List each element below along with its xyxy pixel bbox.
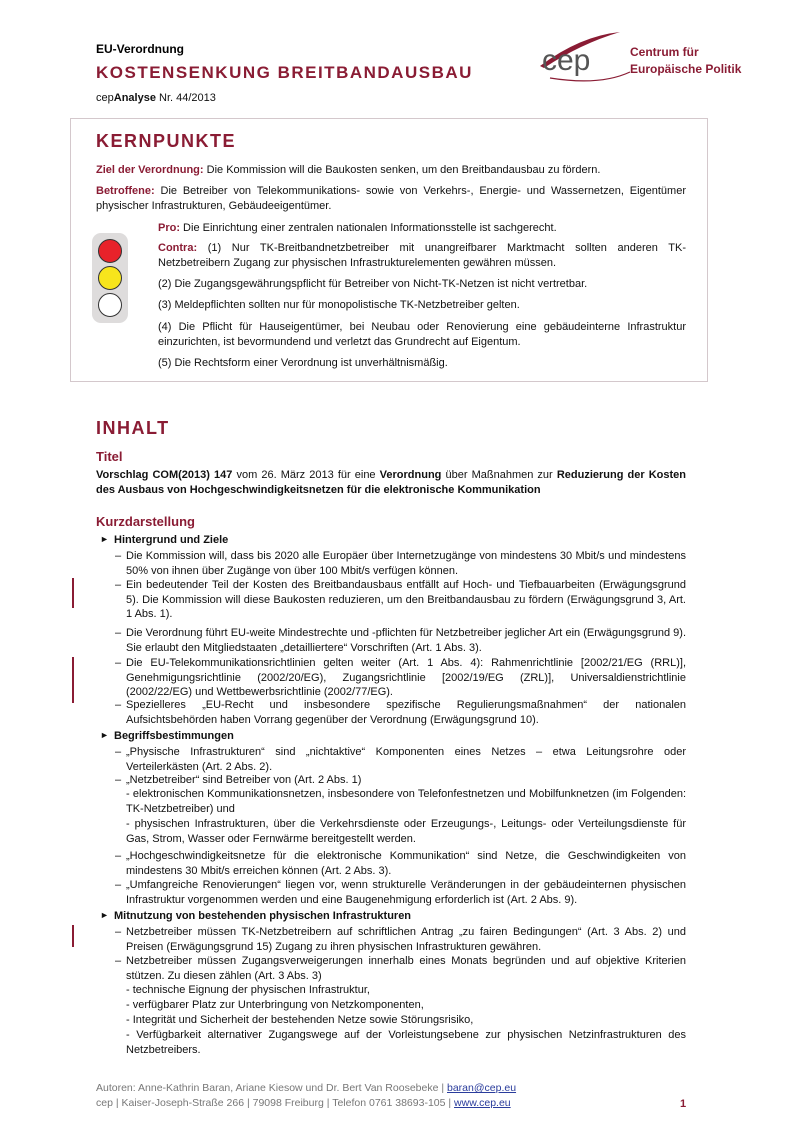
list-item: – Die EU-Telekommunikationsrichtlinien gelten weiter (Art. 1 Abs. 4): Rahmenrichtlinie [2002/21/EG (RRL)], Genehmigungsrichtlinie (2002/20/EG), Zugangsrichtlinie [2002/19/EG (ZRL)], Universaldienstrichtlinie (2002/22/EG) und Wettbewerbsrichtlinie (2002/77/EG).: [115, 657, 686, 698]
list-item: – „Netzbetreiber“ sind Betreiber von (Art. 2 Abs. 1): [115, 774, 362, 786]
contra-point: (3) Meldepflichten sollten nur für monopolistische TK-Netzbetreiber gelten.: [158, 299, 520, 311]
list-item: – Netzbetreiber müssen TK-Netzbetreibern auf schriftlichen Antrag „zu fairen Bedingungen“ (Art. 3 Abs. 2) und Preisen (Erwägungsgrund 15) Zugang zu ihren physischen Infrastrukturen gewähren.: [115, 926, 686, 953]
series-number: cepAnalyse Nr. 44/2013: [96, 92, 216, 104]
proposal-title: Vorschlag COM(2013) 147 vom 26. März 2013 für eine Verordnung über Maßnahmen zur Reduzierung der Kosten des Ausbaus von Hochgeschwindigkeitsnetzen für die elektronische Kommunikation: [96, 469, 687, 496]
change-marker: [72, 925, 74, 947]
list-item: – Netzbetreiber müssen Zugangsverweigerungen innerhalb eines Monats begründen und auf objektive Kriterien stützen. Zu diesen zählen (Art. 3 Abs. 3): [115, 955, 686, 982]
change-marker: [72, 578, 74, 608]
list-item: – „Physische Infrastrukturen“ sind „nichtaktive“ Komponenten eines Netzes – etwa Leitungsrohre oder Verteilerkästen (Art. 2 Abs. 2).: [115, 746, 686, 773]
arrow-icon: ►: [100, 730, 109, 740]
list-item: – Ein bedeutender Teil der Kosten des Breitbandausbaus entfällt auf Hoch- und Tiefbauarbeiten (Erwägungsgrund 5). Die Kommission will diese Baukosten reduzieren, um den Breitbandausbau zu fördern (Erwägungsgrund 3, Art. 1 Abs. 1).: [115, 579, 686, 620]
contra-point: (4) Die Pflicht für Hauseigentümer, bei Neubau oder Renovierung eine gebäudeinterne Infrastruktur einzurichten, ist bevormundend und verletzt das Grundrecht auf Eigentum.: [158, 321, 686, 348]
document-type: EU-Verordnung: [96, 42, 185, 56]
red-light-icon: [98, 239, 122, 263]
inhalt-heading: INHALT: [96, 418, 170, 438]
traffic-light-icon: [92, 233, 128, 323]
arrow-icon: ►: [100, 534, 109, 544]
list-item: – „Umfangreiche Renovierungen“ liegen vor, wenn strukturelle Veränderungen in der gebäudeinternen physischen Infrastruktur vorgenommen werden und eine Baugenehmigung erforderlich ist (Art. 2 Abs. 9).: [115, 879, 686, 906]
list-item: – Spezielleres „EU-Recht und insbesondere spezifische Regulierungsmaßnahmen“ der nationalen Aufsichtsbehörden haben Vorrang gegenüber der Verordnung (Erwägungsgrund 10).: [115, 699, 686, 726]
section-bullet: ► Hintergrund und Ziele: [100, 534, 229, 546]
sub-list-item: - verfügbarer Platz zur Unterbringung von Netzkomponenten,: [126, 999, 424, 1011]
website-link[interactable]: www.cep.eu: [454, 1097, 511, 1109]
contra-point: (5) Die Rechtsform einer Verordnung ist unverhältnismäßig.: [158, 357, 448, 369]
arrow-icon: ►: [100, 910, 109, 920]
kernpunkte-heading: KERNPUNKTE: [96, 131, 237, 151]
email-link[interactable]: baran@cep.eu: [447, 1082, 517, 1094]
sub-list-item: - technische Eignung der physischen Infrastruktur,: [126, 984, 370, 996]
list-item: – „Hochgeschwindigkeitsnetze für die elektronische Kommunikation“ sind Netze, die Geschwindigkeiten von mindestens 30 Mbit/s erreichen können (Art. 2 Abs. 3).: [115, 850, 686, 877]
betroffene-paragraph: Betroffene: Die Betreiber von Telekommunikations- sowie von Verkehrs-, Energie- und Wassernetzen, Eigentümer physischer Infrastrukturen, Gebäudeeigentümer.: [96, 185, 686, 212]
sub-list-item: - Integrität und Sicherheit der bestehenden Netze sowie Störungsrisiko,: [126, 1014, 474, 1026]
document-title: KOSTENSENKUNG BREITBANDAUSBAU: [96, 63, 473, 82]
change-marker: [72, 657, 74, 703]
yellow-light-icon: [98, 266, 122, 290]
page-number: 1: [680, 1098, 687, 1110]
footer-address: cep | Kaiser-Joseph-Straße 266 | 79098 Freiburg | Telefon 0761 38693-105 | www.cep.eu: [96, 1097, 511, 1109]
sub-list-item: - physischen Infrastrukturen, über die Verkehrsdienste oder Erzeugungs-, Leitungs- oder Verteilungsdienste für Gas, Strom, Wasser oder Fernwärme bereitgestellt werden.: [126, 818, 686, 845]
svg-text:cep: cep: [542, 44, 591, 77]
section-bullet: ► Mitnutzung von bestehenden physischen Infrastrukturen: [100, 910, 412, 922]
list-item: – Die Verordnung führt EU-weite Mindestrechte und -pflichten für Netzbetreiber jeglicher Art ein (Erwägungsgrund 9). Sie erlaubt den Mitgliedstaaten „detailliertere“ Vorschriften (Art. 1 Abs. 3).: [115, 627, 686, 654]
contra-point: (2) Die Zugangsgewährungspflicht für Betreiber von Nicht-TK-Netzen ist nicht vertretbar.: [158, 278, 588, 290]
titel-heading: Titel: [96, 449, 123, 464]
kurzdarstellung-heading: Kurzdarstellung: [96, 514, 195, 529]
footer-authors: Autoren: Anne-Kathrin Baran, Ariane Kiesow und Dr. Bert Van Roosebeke | baran@cep.eu: [96, 1082, 517, 1094]
list-item: – Die Kommission will, dass bis 2020 alle Europäer über Internetzugänge von mindestens 30 Mbit/s und mindestens 50% von ihnen über Zugänge von über 100 Mbit/s verfügen können.: [115, 550, 686, 577]
sub-list-item: - Verfügbarkeit alternativer Zugangswege auf der Vorleistungsebene zur physischen Netzinfrastrukturen des Netzbetreibers.: [126, 1029, 686, 1056]
white-light-icon: [98, 293, 122, 317]
org-name: Centrum für Europäische Politik: [630, 45, 742, 76]
pro-paragraph: Pro: Die Einrichtung einer zentralen nationalen Informationsstelle ist sachgerecht.: [158, 222, 557, 234]
sub-list-item: - elektronischen Kommunikationsnetzen, insbesondere von Telefonfestnetzen und Mobilfunknetzen (im Folgenden: TK-Netzbetreiber) und: [126, 788, 686, 815]
section-bullet: ► Begriffsbestimmungen: [100, 730, 234, 742]
contra-paragraph: Contra: (1) Nur TK-Breitbandnetzbetreiber mit unangreifbarer Marktmacht sollten anderen TK-Netzbetreibern Zugang zur physischen Infrastrukturelementen gewähren müssen.: [158, 242, 686, 269]
ziel-paragraph: Ziel der Verordnung: Die Kommission will die Baukosten senken, um den Breitbandausbau zu fördern.: [96, 164, 601, 176]
